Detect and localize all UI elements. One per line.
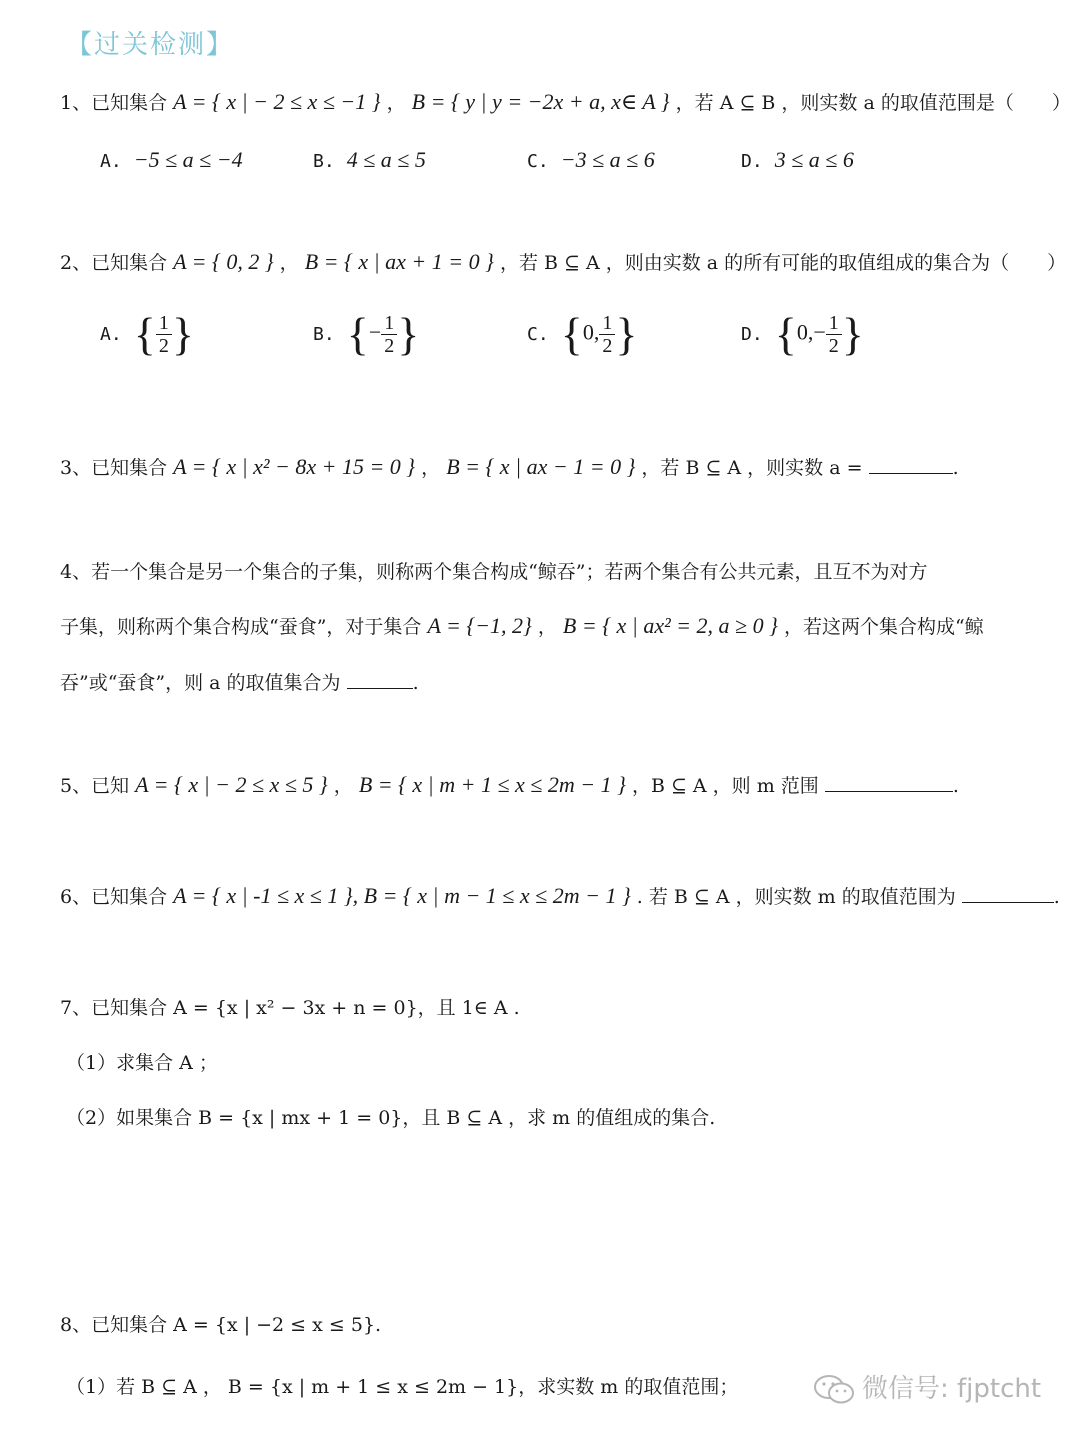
q3-tail: ，若 B ⊆ A ，则实数 a = bbox=[641, 457, 863, 479]
q4-sep: ， bbox=[537, 616, 557, 638]
q1-option-b bbox=[313, 147, 426, 173]
q3-answer-blank[interactable] bbox=[869, 455, 953, 474]
q2-sep: ， bbox=[279, 252, 299, 274]
question-3 bbox=[60, 455, 959, 480]
question-4-line-3 bbox=[60, 670, 419, 695]
q1-option-c bbox=[527, 147, 655, 173]
q5-set-b: B = { x | m + 1 ≤ x ≤ 2m − 1 } bbox=[358, 772, 626, 797]
question-8-part-1: （1）若 B ⊆ A ， B = {x | m + 1 ≤ x ≤ 2m − 1}，求实数 m 的取值范围； bbox=[66, 1376, 739, 1398]
q1-sep: ， bbox=[386, 92, 406, 114]
q2-option-a: A. { $\frac{1}{2}$ } bbox=[100, 308, 194, 360]
q5-prefix: 5、已知 bbox=[60, 775, 130, 797]
q2-set-b: B = { x | ax + 1 = 0 } bbox=[304, 249, 494, 274]
q4-answer-blank[interactable] bbox=[347, 670, 413, 689]
q2-option-a-fraction: $\frac{1}{2}$ bbox=[156, 312, 172, 357]
q3-prefix: 3、已知集合 bbox=[60, 457, 168, 479]
q1-option-d-value: 3 ≤ a ≤ 6 bbox=[774, 147, 854, 172]
q2-option-c-label: C. bbox=[527, 323, 549, 345]
q4-line2-text: 子集，则称两个集合构成“蚕食”，对于集合 bbox=[60, 616, 422, 638]
q5-answer-blank[interactable] bbox=[825, 773, 953, 792]
question-4-line-1: 4、若一个集合是另一个集合的子集，则称两个集合构成“鲸吞”；若两个集合有公共元素，且互不为对方 bbox=[60, 561, 928, 583]
question-4-line-2 bbox=[60, 614, 984, 639]
q4-line3-text: 吞”或“蚕食”，则 a 的取值集合为 bbox=[60, 672, 341, 694]
q1-option-c-value: −3 ≤ a ≤ 6 bbox=[560, 147, 655, 172]
question-7-stem: 7、已知集合 A = {x | x² − 3x + n = 0}，且 1∈ A . bbox=[60, 997, 520, 1019]
q2-prefix: 2、已知集合 bbox=[60, 252, 168, 274]
q5-set-a: A = { x | − 2 ≤ x ≤ 5 } bbox=[135, 772, 328, 797]
q4-end: . bbox=[412, 672, 419, 694]
q1-tail: ，若 A ⊆ B ，则实数 a 的取值范围是（ ） bbox=[675, 92, 1071, 114]
q2-option-a-label: A. bbox=[100, 323, 122, 345]
q1-option-a bbox=[100, 147, 243, 173]
section-title: 【过关检测】 bbox=[66, 30, 235, 60]
q1-option-a-label: A. bbox=[100, 151, 122, 172]
question-1 bbox=[60, 90, 1071, 115]
q1-option-a-value: −5 ≤ a ≤ −4 bbox=[133, 147, 243, 172]
q6-tail: . 若 B ⊆ A ，则实数 m 的取值范围为 bbox=[636, 886, 956, 908]
q2-set-a: A = { 0, 2 } bbox=[173, 249, 274, 274]
question-7-part-1: （1）求集合 A ； bbox=[66, 1052, 218, 1074]
q1-option-b-label: B. bbox=[313, 151, 335, 172]
q5-sep: ， bbox=[333, 775, 353, 797]
wechat-watermark bbox=[812, 1368, 1041, 1406]
question-6 bbox=[60, 884, 1060, 909]
q1-option-d bbox=[741, 147, 854, 173]
q3-sep: ， bbox=[421, 457, 441, 479]
q1-option-c-label: C. bbox=[527, 151, 549, 172]
q1-prefix: 1、已知集合 bbox=[60, 92, 168, 114]
watermark-text: 微信号: fjptcht bbox=[862, 1374, 1042, 1404]
q1-option-d-label: D. bbox=[741, 151, 763, 172]
q6-sets: A = { x | -1 ≤ x ≤ 1 }, B = { x | m − 1 ≤ x ≤ 2m − 1 } bbox=[173, 883, 631, 908]
q6-answer-blank[interactable] bbox=[962, 884, 1054, 903]
q5-end: . bbox=[952, 775, 959, 797]
q5-tail: ，B ⊆ A ，则 m 范围 bbox=[631, 775, 819, 797]
q2-option-d-label: D. bbox=[741, 323, 763, 345]
q6-end: . bbox=[1053, 886, 1060, 908]
q2-option-b-fraction: $\frac{1}{2}$ bbox=[381, 312, 397, 357]
q3-set-a: A = { x | x² − 8x + 15 = 0 } bbox=[173, 454, 416, 479]
q2-option-d-fraction: $\frac{1}{2}$ bbox=[826, 312, 842, 357]
q1-option-b-value: 4 ≤ a ≤ 5 bbox=[346, 147, 426, 172]
wechat-icon bbox=[812, 1374, 856, 1406]
q3-end: . bbox=[952, 457, 959, 479]
q1-set-a: A = { x | − 2 ≤ x ≤ −1 } bbox=[173, 89, 381, 114]
q4-set-b: B = { x | ax² = 2, a ≥ 0 } bbox=[562, 613, 778, 638]
q4-line2-tail: ，若这两个集合构成“鲸 bbox=[783, 616, 984, 638]
q2-tail: ，若 B ⊆ A ，则由实数 a 的所有可能的取值组成的集合为（ ） bbox=[499, 252, 1067, 274]
q2-option-b: B. {− $\frac{1}{2}$ } bbox=[313, 308, 420, 360]
q2-option-c: C. {0, $\frac{1}{2}$ } bbox=[527, 308, 638, 360]
q6-prefix: 6、已知集合 bbox=[60, 886, 168, 908]
q3-set-b: B = { x | ax − 1 = 0 } bbox=[446, 454, 636, 479]
question-8-stem: 8、已知集合 A = {x | −2 ≤ x ≤ 5}. bbox=[60, 1314, 382, 1336]
q2-option-d: D. {0,− $\frac{1}{2}$ } bbox=[741, 308, 864, 360]
q2-option-c-fraction: $\frac{1}{2}$ bbox=[599, 312, 615, 357]
question-2 bbox=[60, 250, 1066, 275]
question-7-part-2: （2）如果集合 B = {x | mx + 1 = 0}，且 B ⊆ A ，求 m 的值组成的集合. bbox=[66, 1107, 716, 1129]
q2-option-b-label: B. bbox=[313, 323, 335, 345]
q1-set-b: B = { y | y = −2x + a, x∈ A } bbox=[411, 89, 670, 114]
question-5 bbox=[60, 773, 959, 798]
q4-set-a: A = {−1, 2} bbox=[427, 613, 532, 638]
